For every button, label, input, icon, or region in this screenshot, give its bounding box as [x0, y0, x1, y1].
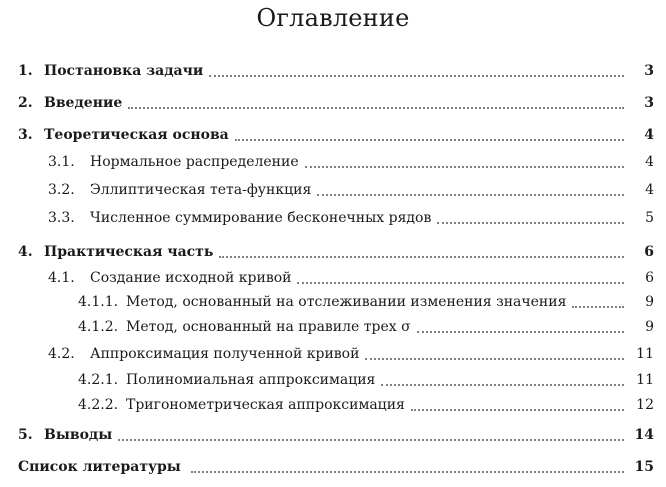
- dot-leader: [365, 343, 624, 365]
- toc-entry-4-2-2[interactable]: [18, 394, 654, 416]
- dot-leader: [191, 456, 624, 478]
- toc-entry-4-2-1[interactable]: [18, 369, 654, 391]
- toc-entry-page: 9: [645, 319, 654, 335]
- toc-entry-4-1[interactable]: [18, 267, 654, 289]
- toc-entry-page: 5: [645, 210, 654, 226]
- toc-entry-number: 4.2.2.: [78, 397, 119, 413]
- toc-entry-4[interactable]: [18, 241, 654, 263]
- toc-entry-page: 6: [644, 244, 654, 260]
- toc-entry-3-3[interactable]: [18, 207, 654, 229]
- toc-entry-page: 14: [634, 427, 654, 443]
- toc-entry-bibliography[interactable]: [18, 456, 654, 478]
- toc-entry-title: Практическая часть: [44, 244, 214, 260]
- toc-entry-page: 11: [636, 346, 654, 362]
- toc-title: Оглавление: [256, 4, 410, 32]
- toc-entry-3-1[interactable]: [18, 151, 654, 173]
- toc-entry-4-1-1[interactable]: [18, 291, 654, 313]
- toc-entry-number: 4.2.: [48, 346, 75, 362]
- dot-leader: [437, 207, 624, 229]
- toc-entry-number: 2.: [18, 95, 33, 111]
- dot-leader: [128, 92, 624, 114]
- dot-leader: [305, 151, 624, 173]
- toc-entry-number: 4.1.1.: [78, 294, 119, 310]
- toc-entry-5[interactable]: [18, 424, 654, 446]
- toc-entry-page: 4: [644, 127, 654, 143]
- dot-leader: [317, 179, 624, 201]
- toc-entry-number: 1.: [18, 63, 33, 79]
- toc-entry-number: 4.2.1.: [78, 372, 119, 388]
- dot-leader: [411, 394, 624, 416]
- dot-leader: [235, 124, 624, 146]
- toc-entry-title: Полиномиальная аппроксимация: [126, 372, 376, 388]
- toc-entry-title: Нормальное распределение: [90, 154, 299, 170]
- toc-entry-number: 3.: [18, 127, 33, 143]
- toc-entry-page: 11: [636, 372, 654, 388]
- toc-entry-number: 4.: [18, 244, 33, 260]
- toc-entry-title: Тригонометрическая аппроксимация: [126, 397, 405, 413]
- toc-entry-title: Постановка задачи: [44, 63, 204, 79]
- toc-entry-title: Выводы: [44, 427, 113, 443]
- toc-entry-number: 4.1.: [48, 270, 75, 286]
- toc-entry-page: 3: [644, 63, 654, 79]
- toc-entry-title: Введение: [44, 95, 123, 111]
- dot-leader: [297, 267, 624, 289]
- toc-entry-page: 4: [645, 182, 654, 198]
- toc-entry-title: Эллиптическая тета-функция: [90, 182, 312, 198]
- toc-entry-page: 15: [634, 459, 654, 475]
- toc-entry-page: 4: [645, 154, 654, 170]
- toc-entry-2[interactable]: [18, 92, 654, 114]
- toc-entry-page: 12: [636, 397, 654, 413]
- toc-entry-1[interactable]: [18, 60, 654, 82]
- toc-entry-page: 9: [645, 294, 654, 310]
- toc-entry-number: 5.: [18, 427, 33, 443]
- toc-entry-page: 3: [644, 95, 654, 111]
- toc-entry-3-2[interactable]: [18, 179, 654, 201]
- toc-entry-4-2[interactable]: [18, 343, 654, 365]
- dot-leader: [219, 241, 624, 263]
- toc-entry-title: Аппроксимация полученной кривой: [90, 346, 360, 362]
- toc-entry-3[interactable]: [18, 124, 654, 146]
- toc-entry-title: Метод, основанный на отслеживании изменения значения: [126, 294, 567, 310]
- toc-entry-title: Численное суммирование бесконечных рядов: [90, 210, 432, 226]
- dot-leader: [381, 369, 624, 391]
- toc-entry-number: 4.1.2.: [78, 319, 119, 335]
- toc-entry-title: Создание исходной кривой: [90, 270, 292, 286]
- toc-entry-4-1-2[interactable]: [18, 316, 654, 338]
- toc-entry-title: Теоретическая основа: [44, 127, 229, 143]
- toc-entry-number: 3.3.: [48, 210, 75, 226]
- toc-entry-title: Метод, основанный на правиле трех σ: [126, 319, 411, 335]
- dot-leader: [572, 291, 624, 313]
- dot-leader: [209, 60, 624, 82]
- toc-entry-title: Список литературы: [18, 459, 181, 475]
- toc-entry-number: 3.2.: [48, 182, 75, 198]
- toc-entry-page: 6: [645, 270, 654, 286]
- dot-leader: [118, 424, 624, 446]
- toc-entry-number: 3.1.: [48, 154, 75, 170]
- dot-leader: [417, 316, 624, 338]
